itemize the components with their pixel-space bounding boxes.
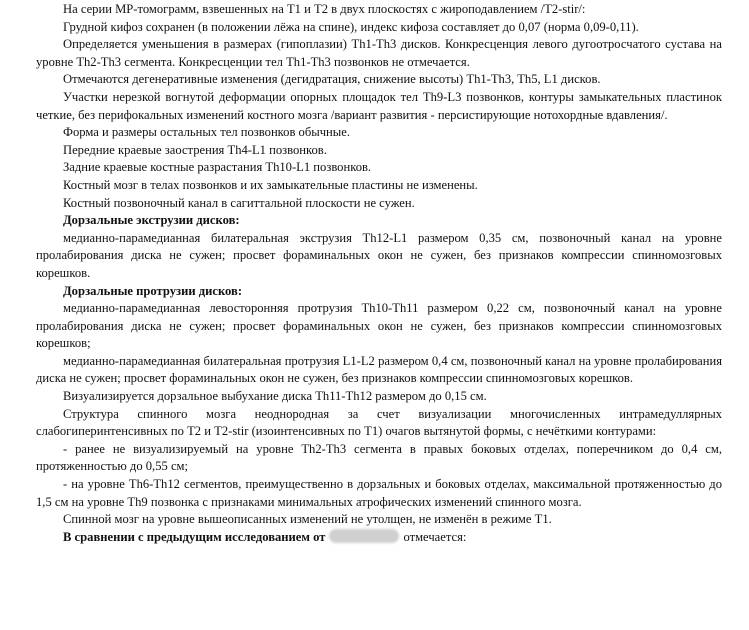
report-paragraph: Передние краевые заострения Th4-L1 позвонков. <box>63 142 327 157</box>
report-paragraph: Визуализируется дорзальное выбухание диска Th11-Th12 размером до 0,15 см. <box>63 389 487 404</box>
protrusions-heading: Дорзальные протрузии дисков: <box>63 283 243 298</box>
protrusion-item: медианно-парамедианная билатеральная протрузия L1-L2 размером 0,4 см, позвоночный канал на уровне пролабирования диска не сужен; просвет фораминальных окон не сужен, без признаков компрессии спинномозговых корешков. <box>36 353 722 386</box>
report-paragraph: Структура спинного мозга неоднородная за счет визуализации многочисленных интрамедуллярных слабогиперинтенсивных по Т2 и Т2-stir (изоинтенсивных по Т1) очагов вытянутой формы, с нечёткими контурами: <box>36 406 722 439</box>
comparison-prefix: В сравнении с предыдущим исследованием от <box>63 529 326 544</box>
report-paragraph: - ранее не визуализируемый на уровне Th2-Th3 сегмента в правых боковых отделах, поперечником до 0,4 см, протяженностью до 0,55 см; <box>36 441 722 474</box>
report-paragraph: Участки нерезкой вогнутой деформации опорных площадок тел Th9-L3 позвонков, контуры замыкательных пластинок четкие, без перифокальных изменений костного мозга /вариант развития - персистирующие нотохордные вдавления/. <box>36 89 722 122</box>
report-paragraph: Отмечаются дегенеративные изменения (дегидратация, снижение высоты) Th1-Th3, Th5, L1 дисков. <box>63 72 601 87</box>
report-paragraph: Грудной кифоз сохранен (в положении лёжа на спине), индекс кифоза составляет до 0,07 (норма 0,09-0,11). <box>63 19 639 34</box>
comparison-line <box>36 529 722 547</box>
redacted-date <box>329 529 399 543</box>
extrusion-item: медианно-парамедианная билатеральная экструзия Th12-L1 размером 0,35 см, позвоночный канал на уровне пролабирования диска не сужен; просвет фораминальных окон не сужен, без признаков компрессии спинномозговых корешков. <box>36 230 722 280</box>
report-paragraph: На серии МР-томограмм, взвешенных на Т1 и Т2 в двух плоскостях с жироподавлением /Т2-stir/: <box>63 2 586 16</box>
report-paragraph: Определяется уменьшения в размерах (гипоплазии) Th1-Th3 дисков. Конкресценция левого дугоотросчатого сустава на уровне Th2-Th3 сегмента. Конкресценции тел Th1-Th3 позвонков не отмечается. <box>36 37 722 69</box>
report-paragraph: Костный позвоночный канал в сагиттальной плоскости не сужен. <box>63 195 415 210</box>
extrusions-heading: Дорзальные экструзии дисков: <box>63 213 240 228</box>
comparison-suffix: отмечается: <box>403 529 467 544</box>
report-paragraph: Задние краевые костные разрастания Th10-L1 позвонков. <box>63 160 372 175</box>
report-document <box>36 1 722 546</box>
report-paragraph: Спинной мозг на уровне вышеописанных изменений не утолщен, не изменён в режиме Т1. <box>63 512 552 527</box>
report-paragraph: Костный мозг в телах позвонков и их замыкательные пластины не изменены. <box>63 177 478 192</box>
report-paragraph: Форма и размеры остальных тел позвонков обычные. <box>63 125 350 140</box>
report-paragraph: - на уровне Th6-Th12 сегментов, преимущественно в дорзальных и боковых отделах, максимальной протяженностью до 1,5 см на уровне Th9 позвонка с признаками минимальных атрофических изменений спинного мозга. <box>36 477 722 509</box>
protrusion-item: медианно-парамедианная левосторонняя протрузия Th10-Th11 размером 0,22 см, позвоночный канал на уровне пролабирования диска не сужен; просвет фораминальных окон не сужен, без признаков компрессии спинномозговых корешков; <box>36 301 722 351</box>
